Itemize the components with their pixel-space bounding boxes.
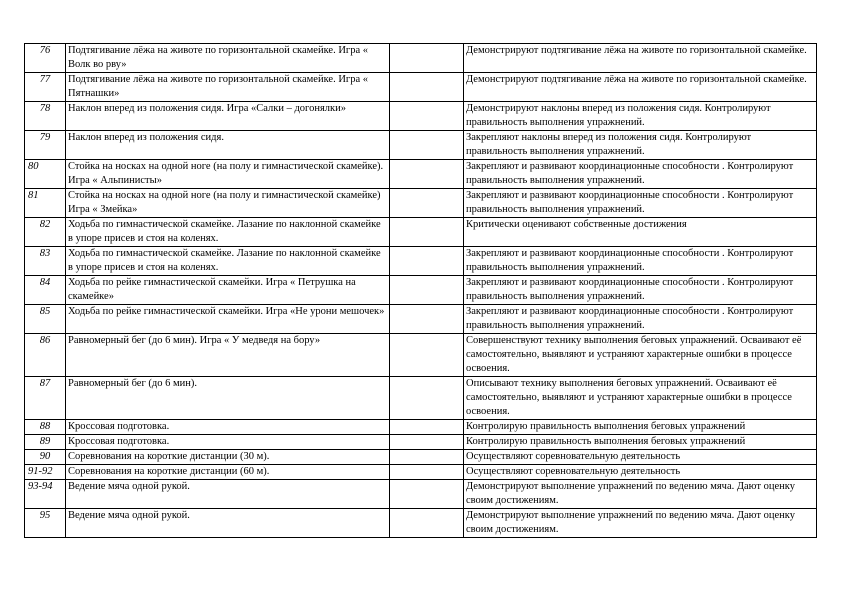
- student-activity-cell: Совершенствуют технику выполнения беговых упражнений. Осваивают её самостоятельно, выявляют и устраняют характерные ошибки в процессе освоения.: [464, 334, 817, 377]
- lesson-extra-cell: [390, 218, 464, 247]
- lesson-extra-cell: [390, 131, 464, 160]
- lesson-topic-cell: Стойка на носках на одной ноге (на полу и гимнастической скамейке) Игра « Змейка»: [66, 189, 390, 218]
- lesson-number-cell: 81: [25, 189, 66, 218]
- student-activity-cell: Осуществляют соревновательную деятельность: [464, 465, 817, 480]
- table-row: [25, 189, 817, 218]
- lesson-extra-cell: [390, 305, 464, 334]
- lesson-extra-cell: [390, 509, 464, 538]
- lesson-number-cell: 90: [25, 450, 66, 465]
- lesson-extra-cell: [390, 276, 464, 305]
- student-activity-cell: Закрепляют наклоны вперед из положения сидя. Контролируют правильность выполнения упражнений.: [464, 131, 817, 160]
- lesson-topic-cell: Кроссовая подготовка.: [66, 420, 390, 435]
- student-activity-cell: Закрепляют и развивают координационные способности . Контролируют правильность выполнения упражнений.: [464, 247, 817, 276]
- lesson-extra-cell: [390, 450, 464, 465]
- table-row: [25, 420, 817, 435]
- lesson-topic-cell: Равномерный бег (до 6 мин). Игра « У медведя на бору»: [66, 334, 390, 377]
- student-activity-cell: Контролирую правильность выполнения беговых упражнений: [464, 420, 817, 435]
- lesson-extra-cell: [390, 44, 464, 73]
- lesson-topic-cell: Наклон вперед из положения сидя. Игра «Салки – догонялки»: [66, 102, 390, 131]
- lesson-topic-cell: Ходьба по гимнастической скамейке. Лазание по наклонной скамейке в упоре присев и стоя на коленях.: [66, 247, 390, 276]
- table-row: [25, 377, 817, 420]
- lesson-number-cell: 91-92: [25, 465, 66, 480]
- student-activity-cell: Закрепляют и развивают координационные способности . Контролируют правильность выполнения упражнений.: [464, 276, 817, 305]
- lesson-extra-cell: [390, 465, 464, 480]
- table-row: [25, 480, 817, 509]
- lesson-number-cell: 76: [25, 44, 66, 73]
- lesson-extra-cell: [390, 189, 464, 218]
- lesson-number-cell: 77: [25, 73, 66, 102]
- lesson-topic-cell: Кроссовая подготовка.: [66, 435, 390, 450]
- lesson-number-cell: 88: [25, 420, 66, 435]
- lesson-extra-cell: [390, 377, 464, 420]
- lesson-table-body: [25, 44, 817, 538]
- lesson-number-cell: 78: [25, 102, 66, 131]
- lesson-topic-cell: Соревнования на короткие дистанции (60 м).: [66, 465, 390, 480]
- lesson-topic-cell: Ходьба по рейке гимнастической скамейки. Игра «Не урони мешочек»: [66, 305, 390, 334]
- table-row: [25, 305, 817, 334]
- lesson-topic-cell: Ходьба по рейке гимнастической скамейки. Игра « Петрушка на скамейке»: [66, 276, 390, 305]
- lesson-number-cell: 93-94: [25, 480, 66, 509]
- lesson-extra-cell: [390, 247, 464, 276]
- lesson-number-cell: 80: [25, 160, 66, 189]
- lesson-topic-cell: Подтягивание лёжа на животе по горизонтальной скамейке. Игра « Пятнашки»: [66, 73, 390, 102]
- student-activity-cell: Критически оценивают собственные достижения: [464, 218, 817, 247]
- student-activity-cell: Демонстрируют выполнение упражнений по ведению мяча. Дают оценку своим достижениям.: [464, 509, 817, 538]
- lesson-plan-sheet: [24, 43, 816, 538]
- student-activity-cell: Демонстрируют выполнение упражнений по ведению мяча. Дают оценку своим достижениям.: [464, 480, 817, 509]
- table-row: [25, 160, 817, 189]
- student-activity-cell: Демонстрируют подтягивание лёжа на животе по горизонтальной скамейке.: [464, 73, 817, 102]
- table-row: [25, 276, 817, 305]
- lesson-topic-cell: Наклон вперед из положения сидя.: [66, 131, 390, 160]
- lesson-extra-cell: [390, 435, 464, 450]
- table-row: [25, 218, 817, 247]
- student-activity-cell: Осуществляют соревновательную деятельность: [464, 450, 817, 465]
- lesson-extra-cell: [390, 420, 464, 435]
- table-row: [25, 73, 817, 102]
- lesson-topic-cell: Подтягивание лёжа на животе по горизонтальной скамейке. Игра « Волк во рву»: [66, 44, 390, 73]
- lesson-extra-cell: [390, 160, 464, 189]
- table-row: [25, 435, 817, 450]
- student-activity-cell: Демонстрируют наклоны вперед из положения сидя. Контролируют правильность выполнения упражнений.: [464, 102, 817, 131]
- lesson-number-cell: 82: [25, 218, 66, 247]
- lesson-extra-cell: [390, 334, 464, 377]
- lesson-topic-cell: Ведение мяча одной рукой.: [66, 480, 390, 509]
- lesson-extra-cell: [390, 73, 464, 102]
- table-row: [25, 450, 817, 465]
- table-row: [25, 334, 817, 377]
- lesson-number-cell: 89: [25, 435, 66, 450]
- table-row: [25, 44, 817, 73]
- student-activity-cell: Закрепляют и развивают координационные способности . Контролируют правильность выполнения упражнений.: [464, 189, 817, 218]
- lesson-number-cell: 83: [25, 247, 66, 276]
- lesson-topic-cell: Ведение мяча одной рукой.: [66, 509, 390, 538]
- table-row: [25, 247, 817, 276]
- lesson-number-cell: 84: [25, 276, 66, 305]
- student-activity-cell: Описывают технику выполнения беговых упражнений. Осваивают её самостоятельно, выявляют и устраняют характерные ошибки в процессе освоения.: [464, 377, 817, 420]
- lesson-number-cell: 79: [25, 131, 66, 160]
- lesson-number-cell: 87: [25, 377, 66, 420]
- student-activity-cell: Закрепляют и развивают координационные способности . Контролируют правильность выполнения упражнений.: [464, 305, 817, 334]
- lesson-extra-cell: [390, 102, 464, 131]
- lesson-topic-cell: Стойка на носках на одной ноге (на полу и гимнастической скамейке). Игра « Альпинисты»: [66, 160, 390, 189]
- table-row: [25, 131, 817, 160]
- lesson-extra-cell: [390, 480, 464, 509]
- lesson-topic-cell: Ходьба по гимнастической скамейке. Лазание по наклонной скамейке в упоре присев и стоя на коленях.: [66, 218, 390, 247]
- student-activity-cell: Контролирую правильность выполнения беговых упражнений: [464, 435, 817, 450]
- lesson-number-cell: 86: [25, 334, 66, 377]
- table-row: [25, 102, 817, 131]
- table-row: [25, 465, 817, 480]
- lesson-plan-table: [24, 43, 817, 538]
- lesson-number-cell: 85: [25, 305, 66, 334]
- lesson-topic-cell: Равномерный бег (до 6 мин).: [66, 377, 390, 420]
- lesson-number-cell: 95: [25, 509, 66, 538]
- student-activity-cell: Демонстрируют подтягивание лёжа на животе по горизонтальной скамейке.: [464, 44, 817, 73]
- lesson-topic-cell: Соревнования на короткие дистанции (30 м).: [66, 450, 390, 465]
- table-row: [25, 509, 817, 538]
- student-activity-cell: Закрепляют и развивают координационные способности . Контролируют правильность выполнения упражнений.: [464, 160, 817, 189]
